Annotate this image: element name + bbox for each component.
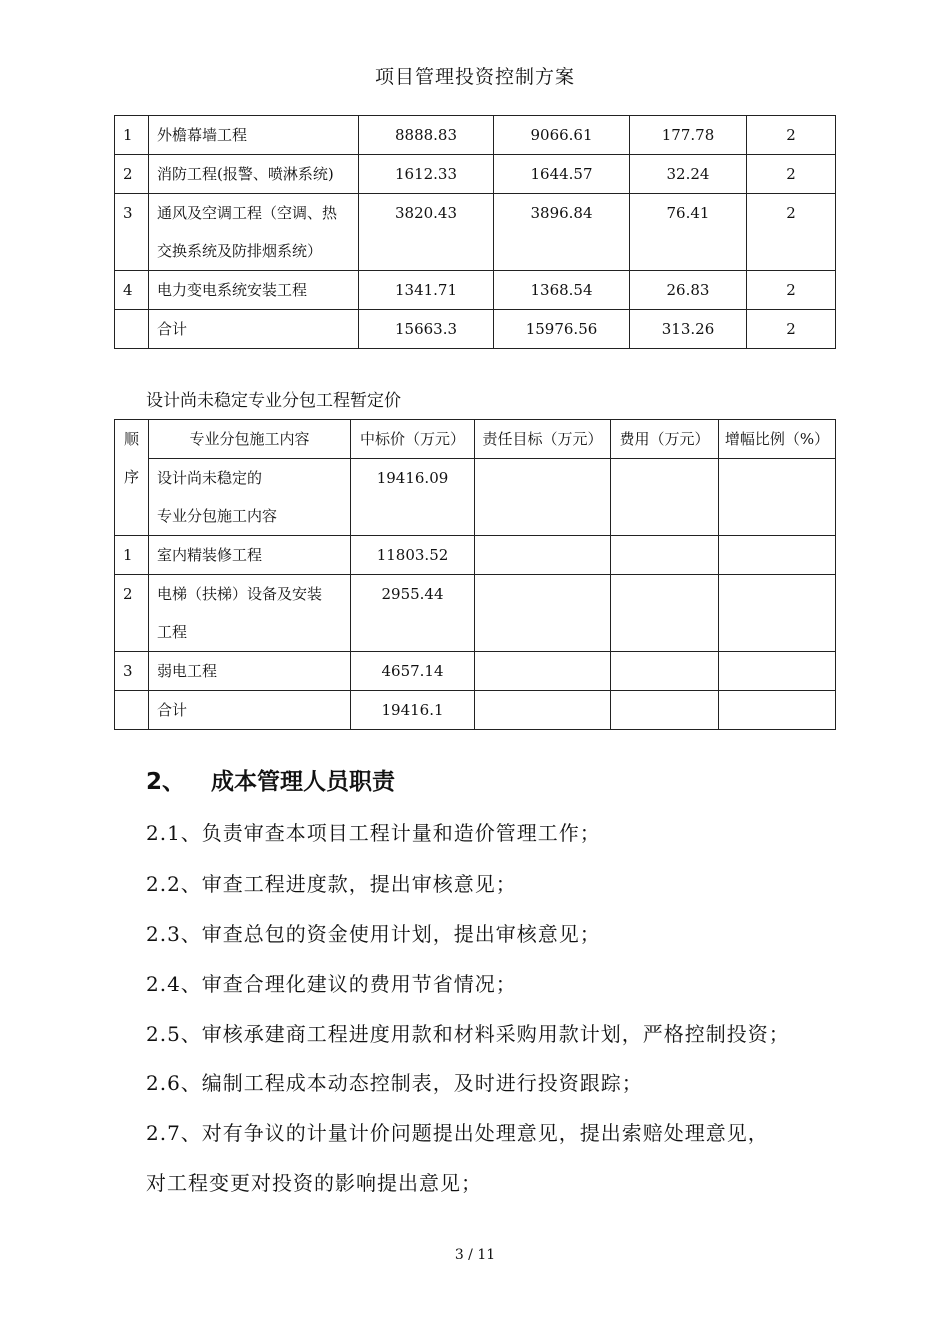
paragraph: 2.7、对有争议的计量计价问题提出处理意见，提出索赔处理意见， bbox=[146, 1121, 769, 1145]
cell-value: 1612.33 bbox=[394, 165, 458, 183]
header-seq-line: 顺 bbox=[123, 430, 139, 448]
cell-bid: 2955.44 bbox=[381, 585, 444, 603]
header-content: 专业分包施工内容 bbox=[189, 430, 310, 448]
row-name: 电力变电系统安装工程 bbox=[157, 281, 308, 299]
paragraph: 2.6、编制工程成本动态控制表，及时进行投资跟踪； bbox=[146, 1071, 643, 1095]
paragraph: 2.2、审查工程进度款，提出审核意见； bbox=[146, 872, 517, 896]
row-name bbox=[149, 449, 350, 535]
cost-table-2 bbox=[114, 419, 836, 730]
cell-value: 8888.83 bbox=[394, 126, 458, 144]
cell-bid: 19416.1 bbox=[381, 701, 444, 719]
row-seq: 4 bbox=[123, 281, 133, 299]
row-name-line: 交换系统及防排烟系统） bbox=[157, 242, 323, 260]
table-header-row bbox=[115, 420, 836, 459]
paragraph: 2.3、审查总包的资金使用计划，提出审核意见； bbox=[146, 922, 601, 946]
row-name bbox=[149, 565, 350, 651]
cell-value: 1368.54 bbox=[530, 281, 593, 299]
cell-value: 2 bbox=[786, 165, 796, 183]
paragraph: 2.4、审查合理化建议的费用节省情况； bbox=[146, 972, 517, 996]
table-row bbox=[115, 194, 836, 271]
cell-bid: 19416.09 bbox=[376, 469, 449, 487]
section-heading bbox=[146, 763, 395, 796]
cell-value: 3896.84 bbox=[530, 204, 593, 222]
header-target: 责任目标（万元） bbox=[482, 430, 603, 448]
header-bid: 中标价（万元） bbox=[359, 430, 465, 448]
row-seq: 3 bbox=[123, 662, 133, 680]
cell-value: 15976.56 bbox=[525, 320, 598, 338]
cell-value: 2 bbox=[786, 204, 796, 222]
cell-value: 26.83 bbox=[666, 281, 710, 299]
row-name-line: 通风及空调工程（空调、热 bbox=[157, 204, 338, 222]
header-cost: 费用（万元） bbox=[619, 430, 710, 448]
row-name: 室内精装修工程 bbox=[157, 546, 263, 564]
section-title-text: 成本管理人员职责 bbox=[211, 769, 396, 795]
table-row-total bbox=[115, 310, 836, 349]
header-seq bbox=[115, 410, 148, 496]
cell-value: 2 bbox=[786, 281, 796, 299]
table-row bbox=[115, 536, 836, 575]
table-row bbox=[115, 575, 836, 652]
cell-value: 313.26 bbox=[661, 320, 715, 338]
row-name-line: 专业分包施工内容 bbox=[157, 507, 278, 525]
row-name: 合计 bbox=[157, 320, 188, 338]
row-name: 弱电工程 bbox=[157, 662, 218, 680]
row-name-line: 工程 bbox=[157, 623, 188, 641]
row-name-line: 设计尚未稳定的 bbox=[157, 469, 263, 487]
cell-value: 15663.3 bbox=[394, 320, 458, 338]
row-seq: 2 bbox=[123, 585, 133, 603]
cell-value: 2 bbox=[786, 126, 796, 144]
cell-bid: 4657.14 bbox=[381, 662, 444, 680]
page-header-title: 项目管理投资控制方案 bbox=[374, 66, 575, 88]
cell-value: 3820.43 bbox=[394, 204, 458, 222]
row-name: 外檐幕墙工程 bbox=[157, 126, 248, 144]
cell-value: 1341.71 bbox=[394, 281, 458, 299]
cell-value: 1644.57 bbox=[530, 165, 593, 183]
paragraph: 2.5、审核承建商工程进度用款和材料采购用款计划，严格控制投资； bbox=[146, 1022, 790, 1046]
row-name bbox=[149, 184, 358, 270]
table2-caption: 设计尚未稳定专业分包工程暂定价 bbox=[146, 391, 401, 411]
cell-value: 9066.61 bbox=[530, 126, 593, 144]
cell-value: 2 bbox=[786, 320, 796, 338]
cost-table-1 bbox=[114, 115, 836, 349]
row-seq: 1 bbox=[123, 126, 133, 144]
cell-value: 177.78 bbox=[661, 126, 715, 144]
cell-bid: 11803.52 bbox=[376, 546, 449, 564]
paragraph: 2.1、负责审查本项目工程计量和造价管理工作； bbox=[146, 821, 601, 845]
row-name: 合计 bbox=[157, 701, 188, 719]
paragraph: 对工程变更对投资的影响提出意见； bbox=[146, 1171, 482, 1195]
cell-value: 76.41 bbox=[666, 204, 710, 222]
header-ratio: 增幅比例（%） bbox=[724, 430, 830, 448]
section-number: 2、 bbox=[146, 769, 186, 795]
row-seq: 1 bbox=[123, 546, 133, 564]
table-row bbox=[115, 459, 836, 536]
row-name: 消防工程(报警、喷淋系统) bbox=[157, 165, 334, 183]
page-number: 3 / 11 bbox=[454, 1247, 496, 1263]
row-seq: 2 bbox=[123, 165, 133, 183]
table-row-total bbox=[115, 691, 836, 730]
cell-value: 32.24 bbox=[666, 165, 710, 183]
row-name-line: 电梯（扶梯）设备及安装 bbox=[157, 585, 323, 603]
header-seq-line: 序 bbox=[123, 468, 139, 486]
row-seq: 3 bbox=[123, 204, 133, 222]
